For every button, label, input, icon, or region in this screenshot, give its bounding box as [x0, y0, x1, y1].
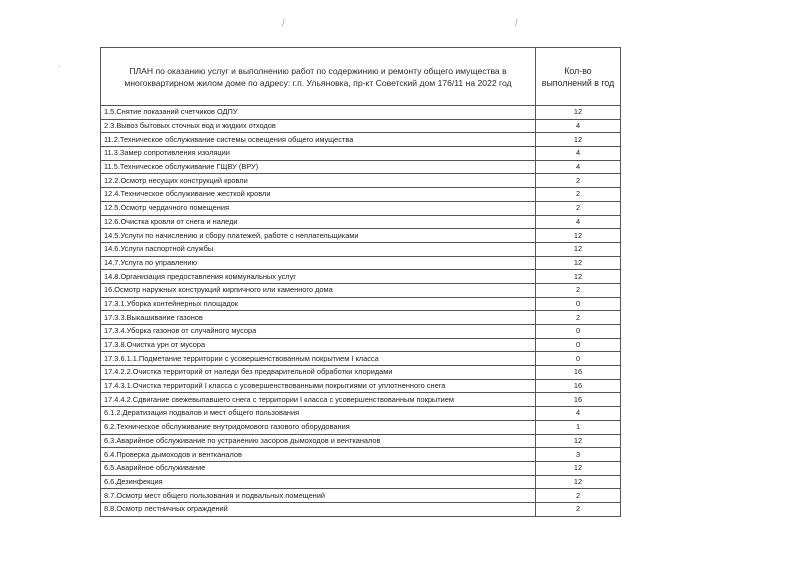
table-row — [101, 393, 621, 407]
table-body — [101, 106, 621, 517]
table-row — [101, 366, 621, 380]
service-name-cell: 12.4.Техническое обслуживание жесткой кровли — [101, 188, 536, 202]
service-name-cell: 17.3.3.Выкашивание газонов — [101, 311, 536, 325]
service-count-cell: 12 — [536, 475, 621, 489]
service-count-cell: 4 — [536, 215, 621, 229]
count-column-header: Кол-во выполнений в год — [536, 48, 621, 106]
service-name-cell: 6.4.Проверка дымоходов и вентканалов — [101, 448, 536, 462]
table-row — [101, 461, 621, 475]
table-row — [101, 420, 621, 434]
service-count-cell: 12 — [536, 229, 621, 243]
service-count-cell: 12 — [536, 256, 621, 270]
service-name-cell: 6.6.Дезинфекция — [101, 475, 536, 489]
table-row — [101, 201, 621, 215]
service-count-cell: 12 — [536, 270, 621, 284]
plan-title: ПЛАН по оказанию услуг и выполнению работ по содержинию и ремонту общего имущества в многоквартирном жилом доме по адресу: г.п. Ульяновка, пр-кт Советский дом 176/11 на 2022 год — [101, 48, 536, 106]
table-row — [101, 215, 621, 229]
table-row — [101, 283, 621, 297]
service-name-cell: 2.3.Вывоз бытовых сточных вод и жидких отходов — [101, 119, 536, 133]
table-row — [101, 434, 621, 448]
table-row — [101, 338, 621, 352]
scan-mark: / — [282, 18, 285, 29]
table-row — [101, 106, 621, 120]
service-count-cell: 2 — [536, 489, 621, 503]
service-count-cell: 1 — [536, 420, 621, 434]
service-count-cell: 4 — [536, 147, 621, 161]
service-count-cell: 0 — [536, 325, 621, 339]
table-row — [101, 489, 621, 503]
table-row — [101, 174, 621, 188]
service-name-cell: 14.8.Организация предоставления коммунальных услуг — [101, 270, 536, 284]
service-name-cell: 17.3.6.1.1.Подметание территории с усовершенствованным покрытием I класса — [101, 352, 536, 366]
service-count-cell: 12 — [536, 434, 621, 448]
service-name-cell: 6.3.Аварийное обслуживание по устранению засоров дымоходов и вентканалов — [101, 434, 536, 448]
table-row — [101, 188, 621, 202]
service-count-cell: 0 — [536, 297, 621, 311]
table-row — [101, 448, 621, 462]
service-count-cell: 3 — [536, 448, 621, 462]
service-count-cell: 4 — [536, 119, 621, 133]
service-count-cell: 4 — [536, 407, 621, 421]
service-count-cell: 12 — [536, 106, 621, 120]
service-name-cell: 1.5.Снятие показаний счетчиков ОДПУ — [101, 106, 536, 120]
service-name-cell: 17.3.4.Уборка газонов от случайного мусора — [101, 325, 536, 339]
table-row — [101, 325, 621, 339]
service-count-cell: 12 — [536, 133, 621, 147]
service-count-cell: 2 — [536, 502, 621, 516]
table-row — [101, 256, 621, 270]
table-row — [101, 119, 621, 133]
table-row — [101, 297, 621, 311]
table-row — [101, 242, 621, 256]
service-count-cell: 16 — [536, 379, 621, 393]
service-name-cell: 6.1.2.Дератизация подвалов и мест общего пользования — [101, 407, 536, 421]
service-name-cell: 6.5.Аварийное обслуживание — [101, 461, 536, 475]
service-name-cell: 8.8.Осмотр лестничных ограждений — [101, 502, 536, 516]
service-name-cell: 16.Осмотр наружных конструкций кирпичного или каменного дома — [101, 283, 536, 297]
service-name-cell: 17.4.4.2.Сдвигание свежевыпавшего снега с территории I класса с усовершенствованным покрытием — [101, 393, 536, 407]
table-header-row — [101, 48, 621, 106]
service-count-cell: 4 — [536, 160, 621, 174]
table-row — [101, 352, 621, 366]
service-name-cell: 14.6.Услуги паспортной службы — [101, 242, 536, 256]
service-count-cell: 12 — [536, 242, 621, 256]
table-row — [101, 147, 621, 161]
service-name-cell: 12.5.Осмотр чердачного помещения — [101, 201, 536, 215]
table-row — [101, 270, 621, 284]
service-count-cell: 12 — [536, 461, 621, 475]
table-row — [101, 379, 621, 393]
table-row — [101, 229, 621, 243]
service-name-cell: 12.2.Осмотр несущих конструкций кровли — [101, 174, 536, 188]
plan-table — [100, 47, 621, 517]
scan-mark: / — [515, 18, 518, 29]
service-name-cell: 8.7.Осмотр мест общего пользования и подвальных помещений — [101, 489, 536, 503]
service-count-cell: 2 — [536, 311, 621, 325]
service-name-cell: 17.4.2.2.Очистка территорий от наледи без предварительной обработки хлоридами — [101, 366, 536, 380]
service-count-cell: 2 — [536, 174, 621, 188]
service-count-cell: 0 — [536, 352, 621, 366]
table-row — [101, 311, 621, 325]
service-name-cell: 17.3.8.Очистка урн от мусора — [101, 338, 536, 352]
service-name-cell: 17.3.1.Уборка контейнерных площадок — [101, 297, 536, 311]
service-name-cell: 11.5.Техническое обслуживание ГЩВУ (ВРУ) — [101, 160, 536, 174]
service-name-cell: 14.5.Услуги по начислению и сбору платежей, работе с неплательщиками — [101, 229, 536, 243]
service-name-cell: 17.4.3.1.Очистка территорий I класса с усовершенствованными покрытиями от уплотненного снега — [101, 379, 536, 393]
service-name-cell: 6.2.Техническое обслуживание внутридомового газового оборудования — [101, 420, 536, 434]
service-name-cell: 11.3.Замер сопротивления изоляции — [101, 147, 536, 161]
table-row — [101, 502, 621, 516]
service-name-cell: 12.6.Очистка кровли от снега и наледи — [101, 215, 536, 229]
service-count-cell: 2 — [536, 188, 621, 202]
table-row — [101, 407, 621, 421]
table-row — [101, 160, 621, 174]
scan-mark: - — [58, 62, 61, 71]
service-count-cell: 16 — [536, 366, 621, 380]
service-count-cell: 16 — [536, 393, 621, 407]
service-count-cell: 2 — [536, 283, 621, 297]
service-name-cell: 11.2.Техническое обслуживание системы освещения общего имущества — [101, 133, 536, 147]
table-row — [101, 133, 621, 147]
service-name-cell: 14.7.Услуга по управлению — [101, 256, 536, 270]
service-count-cell: 0 — [536, 338, 621, 352]
service-count-cell: 2 — [536, 201, 621, 215]
table-row — [101, 475, 621, 489]
